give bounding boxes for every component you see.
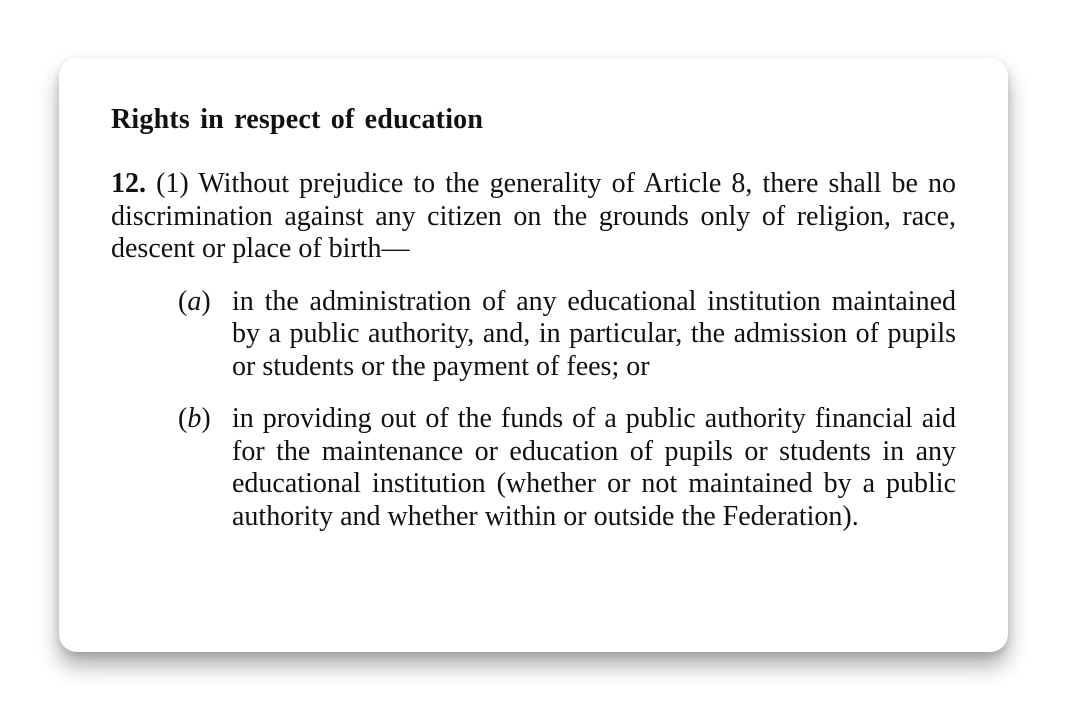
item-label-a: (a) <box>178 285 211 317</box>
section-heading: Rights in respect of education <box>111 104 484 135</box>
clause-items <box>111 286 956 534</box>
document-content <box>111 104 956 533</box>
item-text-a: in the administration of any educational institution maintained by a public authority, and, in particular, the admission of pupils or students or the payment of fees; or <box>232 285 956 382</box>
list-item-b <box>178 403 956 533</box>
item-text-b: in providing out of the funds of a public authority financial aid for the maintenance or education of pupils or students in any educational institution (whether or not maintained by a public authority and whether within or outside the Federation). <box>232 403 956 532</box>
article-number: 12. <box>111 168 146 199</box>
item-label-b: (b) <box>178 403 211 434</box>
document-card <box>59 58 1008 652</box>
clause-intro-text: Without prejudice to the generality of Article 8, there shall be no discrimination against any citizen on the grounds only of religion, race, descent or place of birth— <box>111 168 957 264</box>
clause-number: (1) <box>156 168 189 199</box>
list-item-a <box>178 286 956 384</box>
section-paragraph <box>111 168 956 266</box>
